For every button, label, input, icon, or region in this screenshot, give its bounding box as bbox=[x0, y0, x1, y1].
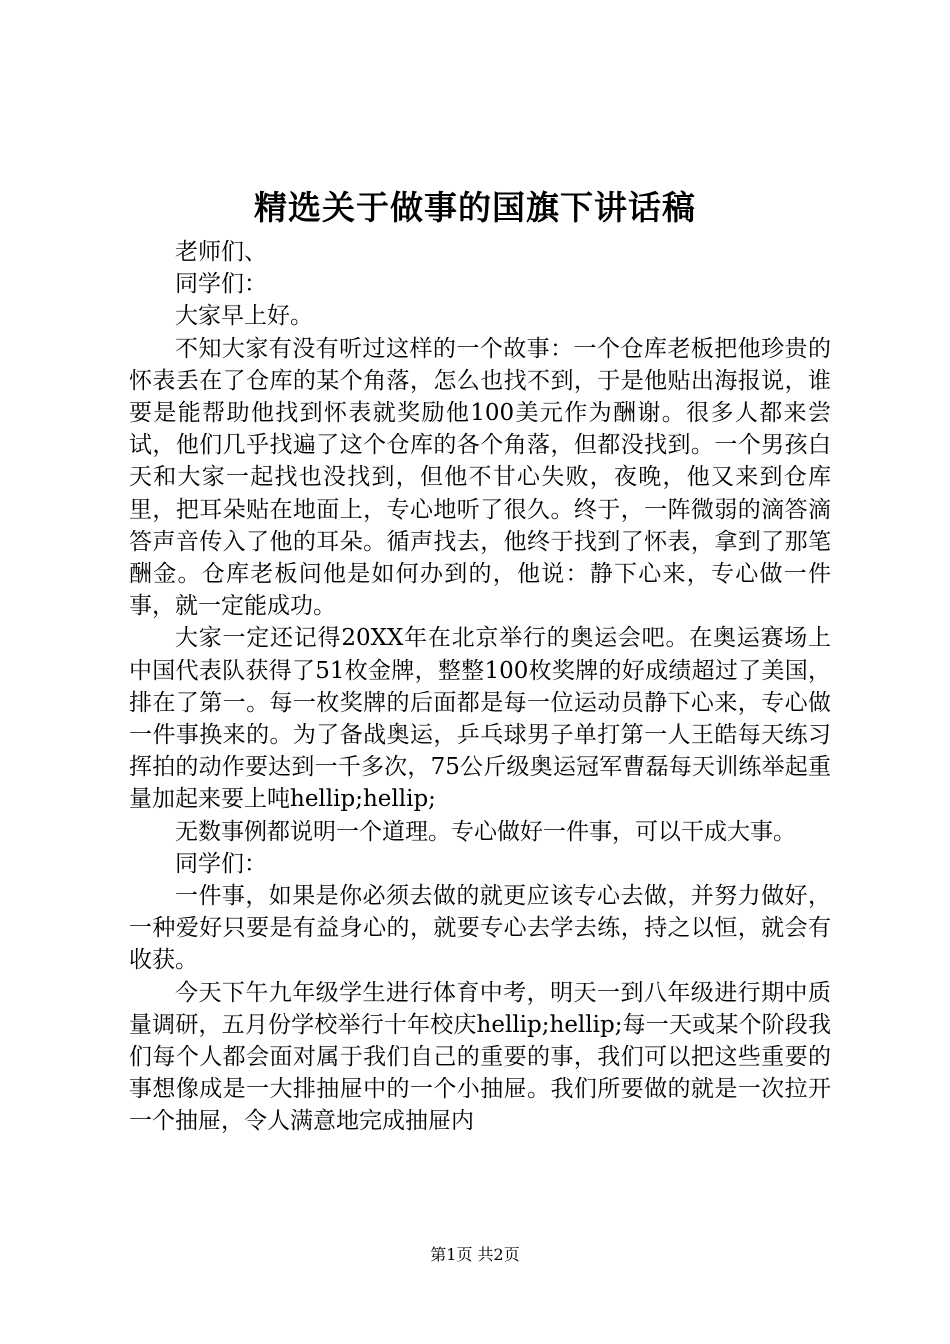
greeting: 大家早上好。 bbox=[175, 303, 313, 330]
document-body bbox=[129, 236, 831, 1138]
page-number: 第1页 共2页 bbox=[430, 1245, 520, 1264]
paragraph-story: 不知大家有没有听过这样的一个故事：一个仓库老板把他珍贵的怀表丢在了仓库的某个角落，怎么也找不到，于是他贴出海报说，谁要是能帮助他找到怀表就奖励他100美元作为酬谢。很多人都来尝试，他们几乎找遍了这个仓库的各个角落，但都没找到。一个男孩白天和大家一起找也没找到，但他不甘心失败，夜晚，他又来到仓库里，把耳朵贴在地面上，专心地听了很久。终于，一阵微弱的滴答滴答声音传入了他的耳朵。循声找去，他终于找到了怀表，拿到了那笔酬金。仓库老板问他是如何办到的，他说：静下心来，专心做一件事，就一定能成功。 bbox=[129, 335, 831, 620]
document-title: 精选关于做事的国旗下讲话稿 bbox=[254, 188, 696, 227]
salutation-teachers: 老师们、 bbox=[175, 239, 267, 265]
paragraph-principle: 无数事例都说明一个道理。专心做好一件事，可以干成大事。 bbox=[175, 818, 796, 845]
paragraph-drawers: 今天下午九年级学生进行体育中考，明天一到八年级进行期中质量调研，五月份学校举行十年校庆hellip;hellip;每一天或某个阶段我们每个人都会面对属于我们自己的重要的事，我们可以把这些重要的事想像成是一大排抽屉中的一个小抽屉。我们所要做的就是一次拉开一个抽屉，令人满意地完成抽屉内 bbox=[129, 979, 831, 1135]
paragraph-olympics: 大家一定还记得20XX年在北京举行的奥运会吧。在奥运赛场上中国代表队获得了51枚金牌，整整100枚奖牌的好成绩超过了美国，排在了第一。每一枚奖牌的后面都是每一位运动员静下心来，专心做一件事换来的。为了备战奥运，乒乓球男子单打第一人王皓每天练习挥拍的动作要达到一千多次，75公斤级奥运冠军曹磊每天训练举起重量加起来要上吨hellip;hellip; bbox=[129, 625, 831, 813]
salutation-students: 同学们： bbox=[175, 271, 267, 298]
salutation-students-2: 同学们： bbox=[175, 850, 267, 877]
paragraph-advice: 一件事，如果是你必须去做的就更应该专心去做，并努力做好，一种爱好只要是有益身心的，就要专心去学去练，持之以恒，就会有收获。 bbox=[129, 883, 831, 974]
